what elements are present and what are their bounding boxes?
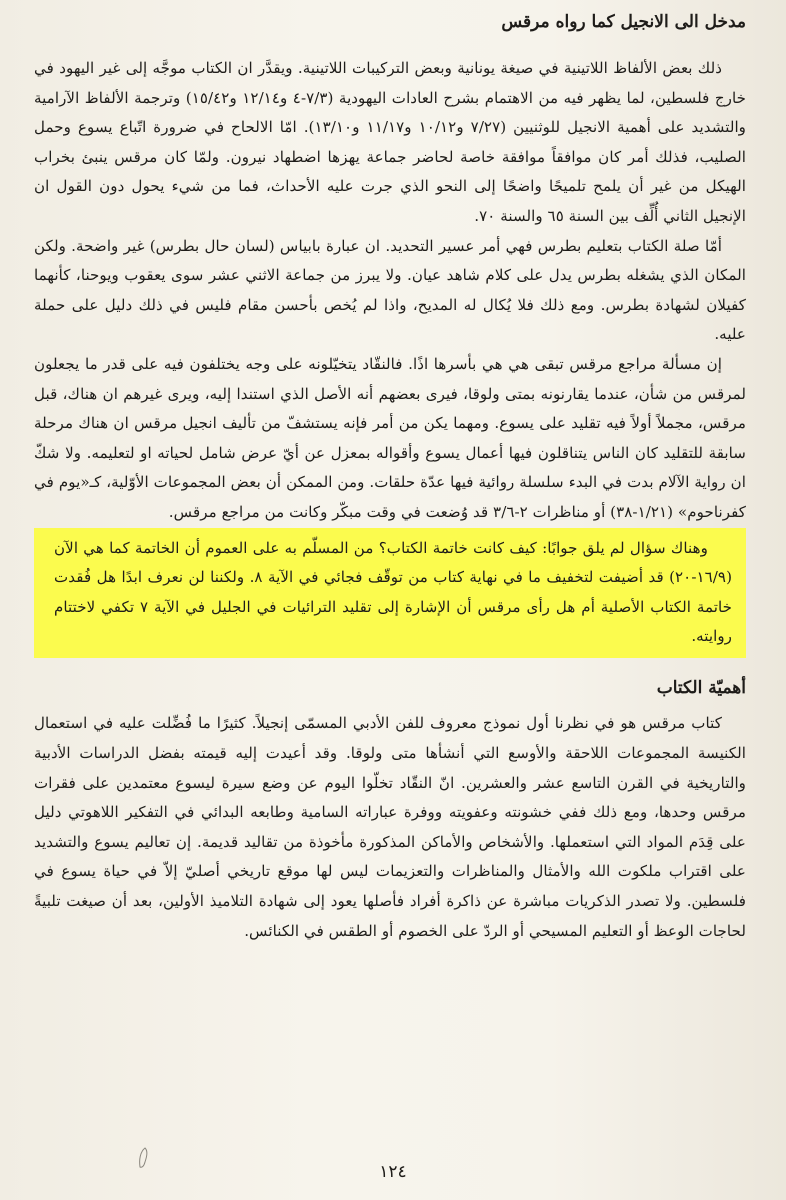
section-title: أهميّة الكتاب bbox=[656, 677, 746, 698]
highlighted-paragraph-ending: وهناك سؤال لم يلق جوابًا: كيف كانت خاتمة الكتاب؟ من المسلّم به على العموم أن الخاتمة كما هي الآن (١٦/٩-٢٠) قد أضيفت لتخفيف ما في نهاية كتاب من توقّف فجائي في الآية ٨. ولكننا لن نعرف ابدًا هل فُقدت خاتمة الكتاب الأصلية أم هل رأى مرقس أن الإشارة إلى تقليد الترائيات في الجليل في الآية ٧ تكفي لاختتام روايته. bbox=[34, 528, 746, 658]
paragraph-dating: ذلك بعض الألفاظ اللاتينية في صيغة يونانية وبعض التركيبات اللاتينية. ويقدَّر ان الكتاب موجَّه إلى غير اليهود في خارج فلسطين، لما يظهر فيه من الاهتمام بشرح العادات اليهودية (٧/٣-٤ و١٢/١٤ و١٥/٤٢) وترجمة الألفاظ الآرامية والتشديد على أهمية الانجيل للوثنيين (٧/٢٧ و١٠/١٢ و١١/١٧ و١٣/١٠). امّا الالحاح في ضرورة اتّباع يسوع وحمل الصليب، فذلك أمر كان موافقاً موافقة خاصة لحاضر جماعة يهزها اضطهاد نيرون. ولمّا كان مرقس ينبئ بخراب الهيكل من غير أن يلمح تلميحًا واضحًا إلى النحو الذي جرت عليه الأحداث، فما من شيء يحول دون القول ان الإنجيل الثاني أُلِّف بين السنة ٦٥ والسنة ٧٠. bbox=[34, 59, 747, 225]
paragraph-importance: كتاب مرقس هو في نظرنا أول نموذج معروف للفن الأدبي المسمّى إنجيلاً. كثيرًا ما فُضِّلت عليه في استعمال الكنيسة المجموعات اللاحقة والأوسع التي أنشأها متى ولوقا. وقد أعيدت إليه قيمته بفضل الدراسات الأدبية والتاريخية في القرن التاسع عشر والعشرين. انّ النقّاد تخلّوا اليوم عن وضع سيرة ليسوع معتمدين على فقرات مرقس وحدها، ومع ذلك ففي خشونته وعفويته ووفرة عباراته السامية وطابعه البدائي في التفكير اللاهوتي دليل على قِدَم المواد التي استعملها. والأشخاص والأماكن المذكورة مأخوذة من تقاليد قديمة. إن تعاليم يسوع والتشديد على اقتراب ملكوت الله والأمثال والمناظرات والتعزيمات ليس لها موقع تاريخي أصليّ إلاّ في حياة يسوع في فلسطين. ولا تصدر الذكريات مباشرة عن ذاكرة أفراد فأصلها يعود إلى شهادة التلاميذ الأولين، بعد أن صيغت تلبيةً لحاجات الوعظ أو التعليم المسيحي أو الردّ على الخصوم أو الطقس في الكنائس. bbox=[34, 714, 746, 940]
page-number: ١٢٤ bbox=[379, 1162, 407, 1182]
body-text bbox=[34, 54, 746, 946]
paragraph-sources: إن مسألة مراجع مرقس تبقى هي هي بأسرها اذًا. فالنقّاد يتخيّلونه على وجه يختلفون فيه على قدر ما يجعلون لمرقس من شأن، عندما يقارنونه بمتى ولوقا، فيرى بعضهم أنه الأصل الذي استندا إليه، ويرى غيرهم ان هناك، قبل مرقس، مجملاً أولاً فيه تقليد على يسوع. ومهما يكن من أمر فإنه يستشفّ من تأليف انجيل مرقس ان هناك مرحلة سابقة للتقليد كان الناس يتناقلون فيها أعمال يسوع وأقواله بمعزل عن أيّ عرض شامل لحياته او لتعليمه. ولا شكّ ان رواية الآلام بدت في البدء سلسلة روائية فيها عدّة حلقات. ومن الممكن أن بعض المجموعات الأوّلية، كـ«يوم في كفرناحوم» (١/٢١-٣٨) أو مناظرات ٢-٣/٦ قد وُضعت في وقت مبكّر وكانت من مراجع مرقس. bbox=[34, 354, 746, 521]
running-head: مدخل الى الانجيل كما رواه مرقس bbox=[501, 12, 746, 32]
paragraph-peter: أمّا صلة الكتاب بتعليم بطرس فهي أمر عسير التحديد. ان عبارة بابياس (لسان حال بطرس) غير واضحة. ولكن المكان الذي يشغله بطرس يدل على كلام شاهد عيان. ولا يبرز من جماعة الاثني عشر سوى يعقوب ويوحنا، كأنهما كفيلان لشهادة بطرس. ومع ذلك فلا يُكال له المديح، واذا لم يُخص بأحسن مقام فليس في ذلك دليل على حملة عليه. bbox=[34, 236, 746, 344]
